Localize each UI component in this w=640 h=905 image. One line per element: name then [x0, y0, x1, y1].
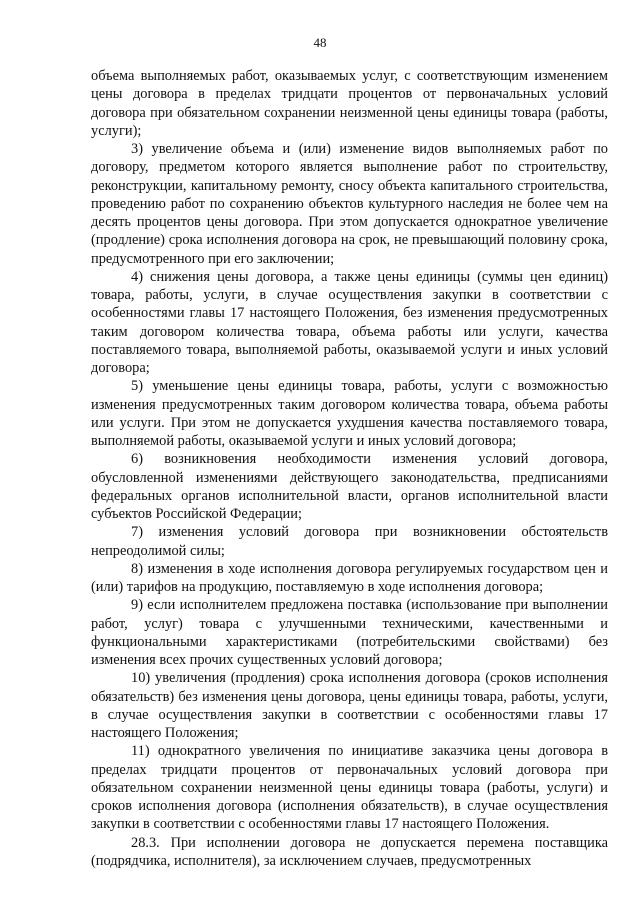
paragraph-item-7: 7) изменения условий договора при возникновении обстоятельств непреодолимой силы; [91, 524, 608, 559]
paragraph-item-5: 5) уменьшение цены единицы товара, работы, услуги с возможностью изменения предусмотренных таким договором количества товара, объема работы или услуги. При этом не допускается ухудшения качества поставляемого товара, выполняемой работы, оказываемой услуги и иных условий договора; [91, 378, 608, 449]
paragraph-item-10: 10) увеличения (продления) срока исполнения договора (сроков исполнения обязательств) без изменения цены договора, цены единицы товара, работы, услуги, в случае осуществления закупки в соответствии с особенностями главы 17 настоящего Положения; [91, 670, 608, 741]
paragraph-item-8: 8) изменения в ходе исполнения договора регулируемых государством цен и (или) тарифов на продукцию, поставляемую в ходе исполнения договора; [91, 560, 608, 595]
paragraph-item-6: 6) возникновения необходимости изменения условий договора, обусловленной изменениями действующего законодательства, предписаниями федеральных органов исполнительной власти, органов исполнительной власти субъектов Российской Федерации; [91, 451, 608, 522]
paragraph-item-11: 11) однократного увеличения по инициативе заказчика цены договора в пределах тридцати процентов от первоначальных условий договора при обязательном сохранении неизменной цены единицы товара (работы, услуги) и сроков исполнения договора (исполнения обязательств), в случае осуществления закупки в соответствии с особенностями главы 17 настоящего Положения. [91, 743, 608, 833]
paragraph-item-9: 9) если исполнителем предложена поставка (использование при выполнении работ, услуг) товара с улучшенными техническими, качественными и функциональными характеристиками (потребительскими свойствами) без изменения всех прочих существенных условий договора; [91, 597, 608, 668]
document-body [91, 67, 608, 870]
paragraph-item-4: 4) снижения цены договора, а также цены единицы (суммы цен единиц) товара, работы, услуги, в случае осуществления закупки в соответствии с особенностями главы 17 настоящего Положения, без изменения предусмотренных таким договором количества товара, объема работы или услуги, качества поставляемого товара, выполняемой работы, оказываемой услуги и иных условий договора; [91, 268, 608, 376]
paragraph-continuation: объема выполняемых работ, оказываемых услуг, с соответствующим изменением цены договора в пределах тридцати процентов от первоначальных условий договора при обязательном сохранении неизменной цены единицы товара (работы, услуги); [91, 68, 608, 139]
paragraph-section-28-3: 28.3. При исполнении договора не допускается перемена поставщика (подрядчика, исполнителя), за исключением случаев, предусмотренных [91, 834, 608, 869]
page-number: 48 [313, 35, 327, 50]
paragraph-item-3: 3) увеличение объема и (или) изменение видов выполняемых работ по договору, предметом которого является выполнение работ по строительству, реконструкции, капитальному ремонту, сносу объекта капитального строительства, проведению работ по сохранению объектов культурного наследия не более чем на десять процентов цены договора. При этом допускается однократное увеличение (продление) срока исполнения договора на срок, не превышающий половину срока, предусмотренного при его заключении; [91, 141, 608, 267]
